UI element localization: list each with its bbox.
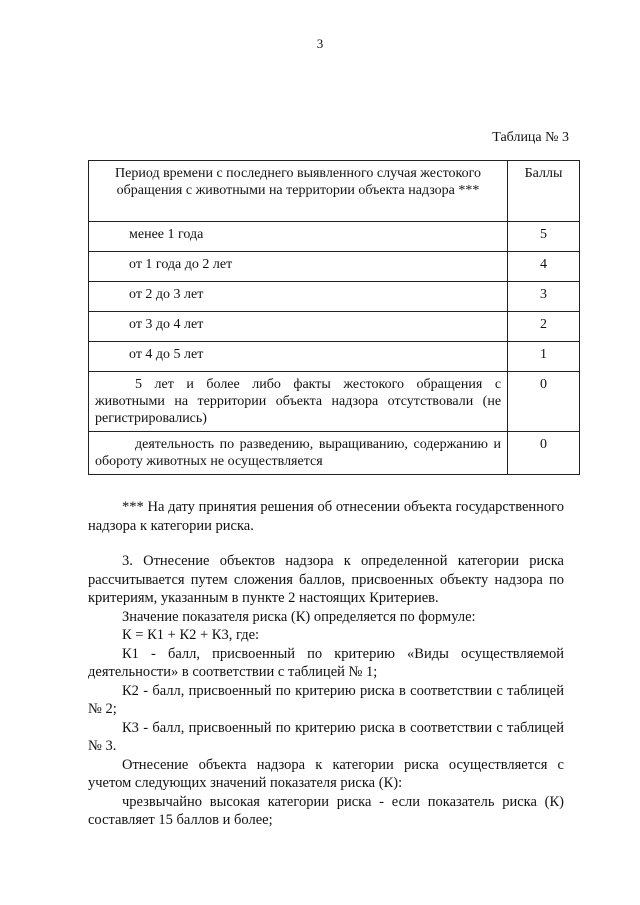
- cell-score: 4: [508, 252, 580, 282]
- cell-score: 2: [508, 312, 580, 342]
- page-number: 3: [316, 36, 324, 51]
- table-row: [89, 432, 580, 475]
- cell-period: 5 лет и более либо факты жестокого обращения с животными на территории объекта надзора отсутствовали (не регистрировались): [89, 372, 508, 432]
- cell-score: 3: [508, 282, 580, 312]
- table-row: [89, 252, 580, 282]
- section-3: [88, 552, 564, 830]
- cell-score: 5: [508, 222, 580, 252]
- formula: К = К1 + К2 + К3, где:: [122, 627, 260, 643]
- table-footnote: [88, 498, 564, 535]
- table-row: [89, 312, 580, 342]
- cell-score: 0: [508, 372, 580, 432]
- header-period: Период времени с последнего выявленного случая жестокого обращения с животными на территории объекта надзора ***: [89, 161, 508, 222]
- cell-period: от 3 до 4 лет: [89, 312, 508, 342]
- cell-period: менее 1 года: [89, 222, 508, 252]
- paragraph: К3 - балл, присвоенный по критерию риска в соответствии с таблицей № 3.: [88, 719, 564, 754]
- cell-period: от 2 до 3 лет: [89, 282, 508, 312]
- header-score: Баллы: [508, 161, 580, 222]
- table-caption: Таблица № 3: [492, 130, 569, 145]
- paragraph: К1 - балл, присвоенный по критерию «Виды осуществляемой деятельности» в соответствии с таблицей № 1;: [88, 645, 564, 680]
- footnote-text: *** На дату принятия решения об отнесении объекта государственного надзора к категории риска.: [88, 499, 564, 534]
- risk-period-table: [88, 160, 580, 475]
- table-row: [89, 222, 580, 252]
- cell-period: деятельность по разведению, выращиванию, содержанию и обороту животных не осуществляется: [89, 432, 508, 475]
- cell-period: от 4 до 5 лет: [89, 342, 508, 372]
- table-row: [89, 282, 580, 312]
- cell-score: 0: [508, 432, 580, 475]
- paragraph: чрезвычайно высокая категории риска - если показатель риска (К) составляет 15 баллов и более;: [88, 793, 564, 828]
- paragraph: Значение показателя риска (К) определяется по формуле:: [122, 608, 476, 625]
- paragraph: К2 - балл, присвоенный по критерию риска в соответствии с таблицей № 2;: [88, 682, 564, 717]
- paragraph: Отнесение объекта надзора к категории риска осуществляется с учетом следующих значений показателя риска (К):: [88, 756, 564, 791]
- cell-score: 1: [508, 342, 580, 372]
- paragraph: 3. Отнесение объектов надзора к определенной категории риска рассчитывается путем сложения баллов, присвоенных объекту надзора по критериям, указанным в пункте 2 настоящих Критериев.: [88, 553, 564, 606]
- table-header-row: [89, 161, 580, 222]
- cell-period: от 1 года до 2 лет: [89, 252, 508, 282]
- table-row: [89, 372, 580, 432]
- table-row: [89, 342, 580, 372]
